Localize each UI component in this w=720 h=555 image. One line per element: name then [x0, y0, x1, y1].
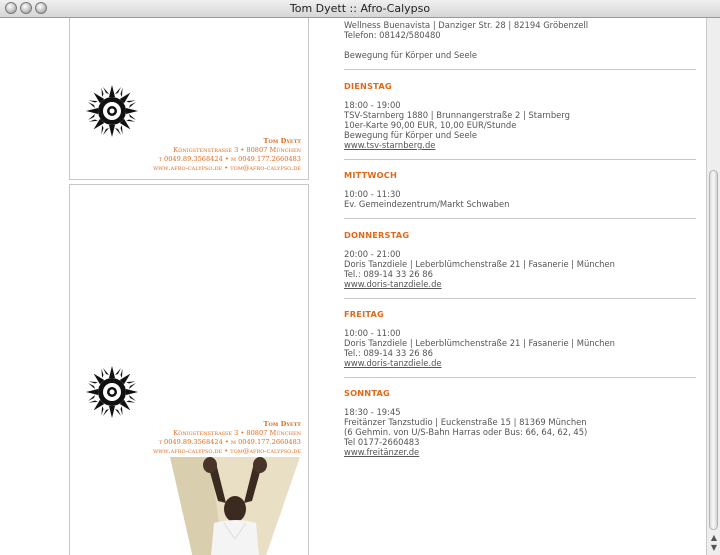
card-street: Königstenstrasse 3 • 80807 München [173, 146, 301, 154]
day-block-sonntag [344, 388, 587, 457]
day-line: TSV-Starnberg 1880 | Brunnangerstraße 2 | Starnberg [344, 110, 570, 120]
day-line: Doris Tanzdiele | Leberblümchenstraße 21 | Fasanerie | München [344, 259, 615, 269]
card-address-block [153, 137, 301, 173]
day-block-dienstag [344, 81, 570, 150]
day-line: Doris Tanzdiele | Leberblümchenstraße 21 | Fasanerie | München [344, 338, 615, 348]
sun-logo-icon [85, 84, 139, 138]
day-line: Tel.: 089-14 33 26 86 [344, 269, 433, 279]
day-line: Bewegung für Körper und Seele [344, 130, 478, 140]
intro-line: Wellness Buenavista | Danziger Str. 28 | 82194 Gröbenzell [344, 20, 589, 30]
card-street: Königstenstrasse 3 • 80807 München [173, 429, 301, 437]
day-line: 10er-Karte 90,00 EUR, 10,00 EUR/Stunde [344, 120, 517, 130]
intro-line: Bewegung für Körper und Seele [344, 50, 478, 60]
day-link[interactable]: www.tsv-starnberg.de [344, 140, 436, 150]
page-content [0, 18, 706, 555]
day-line: (6 Gehmin. von U/S-Bahn Harras oder Bus: 66, 64, 62, 45) [344, 427, 588, 437]
day-link[interactable]: www.freitänzer.de [344, 447, 420, 457]
day-line: Tel.: 089-14 33 26 86 [344, 348, 433, 358]
divider [344, 159, 696, 160]
day-heading: FREITAG [344, 309, 384, 319]
day-time: 10:00 - 11:00 [344, 328, 401, 338]
business-card-2 [69, 184, 309, 555]
window-title: Tom Dyett :: Afro-Calypso [289, 2, 431, 15]
intro-block [344, 20, 588, 60]
dancer-photo [170, 457, 300, 555]
day-heading: DONNERSTAG [344, 230, 410, 240]
card-phones: t 0049.89.3568424 • m 0049.177.2660483 [158, 155, 301, 163]
day-heading: DIENSTAG [344, 81, 392, 91]
day-line: Tel 0177-2660483 [344, 437, 420, 447]
divider [344, 298, 696, 299]
day-time: 10:00 - 11:30 [344, 189, 401, 199]
divider [344, 377, 696, 378]
card-address-block [153, 420, 301, 456]
business-card-1 [69, 18, 309, 180]
divider [344, 69, 696, 70]
title-bar [0, 0, 720, 18]
card-phones: t 0049.89.3568424 • m 0049.177.2660483 [158, 438, 301, 446]
day-link[interactable]: www.doris-tanzdiele.de [344, 279, 442, 289]
scrollbar-thumb[interactable] [709, 170, 718, 530]
vertical-scrollbar[interactable] [706, 18, 720, 555]
day-heading: SONNTAG [344, 388, 390, 398]
day-block-mittwoch [344, 170, 509, 209]
intro-line: Telefon: 08142/580480 [344, 30, 441, 40]
day-line: Ev. Gemeindezentrum/Markt Schwaben [344, 199, 510, 209]
day-block-donnerstag [344, 230, 615, 289]
day-time: 20:00 - 21:00 [344, 249, 401, 259]
day-time: 18:00 - 19:00 [344, 100, 401, 110]
day-block-freitag [344, 309, 615, 368]
day-line: Freitänzer Tanzstudio | Euckenstraße 15 | 81369 München [344, 417, 587, 427]
card-web: www.afro-calypso.de • tom@afro-calypso.de [153, 447, 301, 455]
sun-logo-icon [85, 365, 139, 419]
day-link[interactable]: www.doris-tanzdiele.de [344, 358, 442, 368]
card-name: Tom Dyett [263, 137, 301, 145]
divider [344, 218, 696, 219]
card-web: www.afro-calypso.de • tom@afro-calypso.de [153, 164, 301, 172]
day-time: 18:30 - 19:45 [344, 407, 401, 417]
scroll-down-arrow-icon[interactable]: ▼ [710, 543, 718, 552]
day-heading: MITTWOCH [344, 170, 398, 180]
scroll-up-arrow-icon[interactable]: ▲ [710, 533, 718, 542]
card-name: Tom Dyett [263, 420, 301, 428]
